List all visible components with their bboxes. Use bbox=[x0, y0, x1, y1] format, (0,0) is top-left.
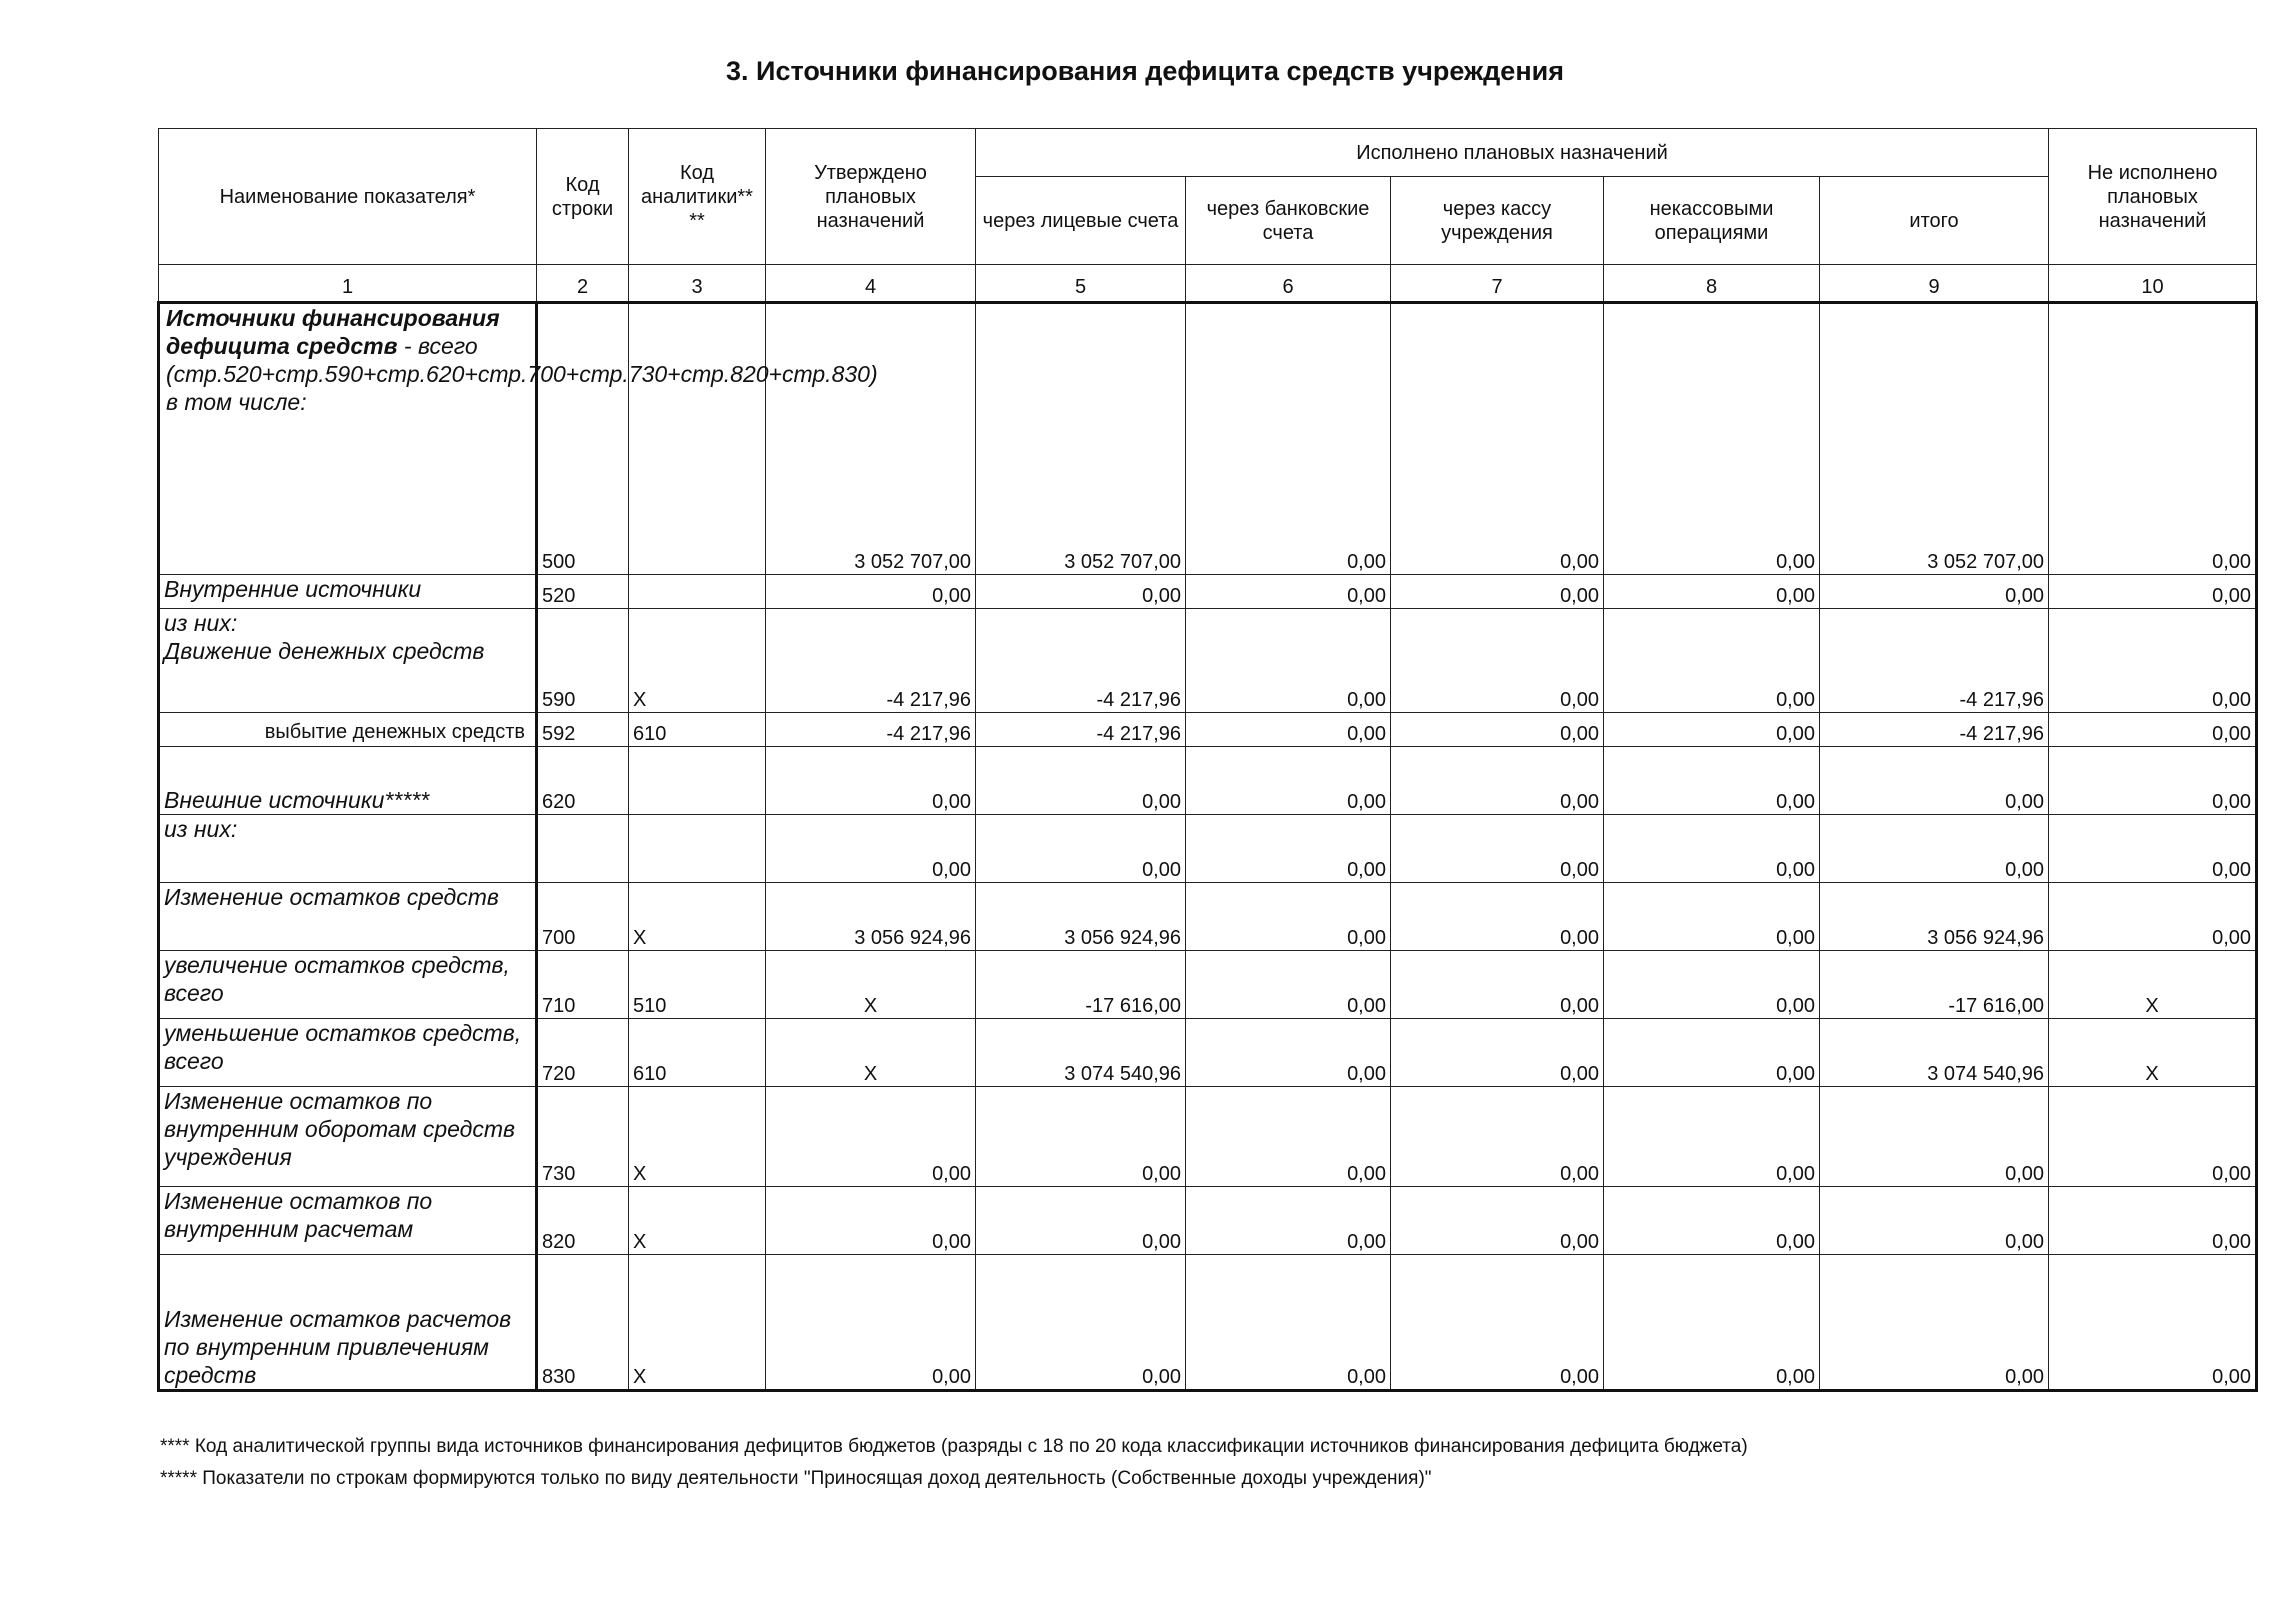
header-approved: Утверждено плановых назначений bbox=[766, 129, 976, 265]
row-approved: 0,00 bbox=[766, 1255, 976, 1391]
footnote: ***** Показатели по строкам формируются только по виду деятельности "Приносящая доход деятельность (Собственные доходы учреждения)" bbox=[160, 1468, 1432, 1489]
footnote: **** Код аналитической группы вида источников финансирования дефицитов бюджетов (разряды с 18 по 20 кода классификации источников финансирования дефицита бюджета) bbox=[160, 1436, 1748, 1457]
row-not-executed: 0,00 bbox=[2049, 575, 2257, 609]
row-noncash: 0,00 bbox=[1604, 1019, 1820, 1087]
row-cash: 0,00 bbox=[1391, 1087, 1604, 1187]
row-not-executed: 0,00 bbox=[2049, 815, 2257, 883]
row-approved: 3 052 707,00 bbox=[766, 303, 976, 575]
header-exec-cash: через кассу учреждения bbox=[1391, 177, 1604, 265]
row-bank: 0,00 bbox=[1186, 609, 1391, 713]
row-not-executed: 0,00 bbox=[2049, 1087, 2257, 1187]
table-row bbox=[159, 883, 2257, 951]
row-personal: 0,00 bbox=[976, 575, 1186, 609]
row-code: 720 bbox=[537, 1019, 629, 1087]
row-not-executed: 0,00 bbox=[2049, 1255, 2257, 1391]
table-row bbox=[159, 303, 2257, 575]
row-code: 710 bbox=[537, 951, 629, 1019]
row-code: 620 bbox=[537, 747, 629, 815]
row-name: из них: bbox=[159, 815, 537, 883]
row-analytic: 510 bbox=[629, 951, 766, 1019]
row-total: -4 217,96 bbox=[1820, 609, 2049, 713]
row-not-executed: 0,00 bbox=[2049, 1187, 2257, 1255]
row-cash: 0,00 bbox=[1391, 303, 1604, 575]
row-analytic bbox=[629, 747, 766, 815]
header-code: Код строки bbox=[537, 129, 629, 265]
row-not-executed: X bbox=[2049, 951, 2257, 1019]
row-personal: 3 074 540,96 bbox=[976, 1019, 1186, 1087]
row-cash: 0,00 bbox=[1391, 883, 1604, 951]
header-exec-bank: через банковские счета bbox=[1186, 177, 1391, 265]
table-row bbox=[159, 575, 2257, 609]
col-number: 8 bbox=[1604, 265, 1820, 303]
row-personal: -4 217,96 bbox=[976, 713, 1186, 747]
table-row bbox=[159, 1087, 2257, 1187]
row-code: 590 bbox=[537, 609, 629, 713]
deficit-sources-table bbox=[157, 128, 2258, 1392]
row-approved: 0,00 bbox=[766, 1187, 976, 1255]
row-total: 0,00 bbox=[1820, 815, 2049, 883]
row-bank: 0,00 bbox=[1186, 951, 1391, 1019]
row-approved: 0,00 bbox=[766, 747, 976, 815]
row-analytic: 610 bbox=[629, 713, 766, 747]
row-noncash: 0,00 bbox=[1604, 609, 1820, 713]
row-approved: X bbox=[766, 1019, 976, 1087]
row-cash: 0,00 bbox=[1391, 1187, 1604, 1255]
row-total: 0,00 bbox=[1820, 1255, 2049, 1391]
row-not-executed: 0,00 bbox=[2049, 713, 2257, 747]
row-bank: 0,00 bbox=[1186, 1255, 1391, 1391]
header-exec-noncash: некассовыми операциями bbox=[1604, 177, 1820, 265]
row-personal: 0,00 bbox=[976, 747, 1186, 815]
row-name: Изменение остатков средств bbox=[159, 883, 537, 951]
col-number: 5 bbox=[976, 265, 1186, 303]
row-name: Внешние источники***** bbox=[159, 747, 537, 815]
row-code: 520 bbox=[537, 575, 629, 609]
row-noncash: 0,00 bbox=[1604, 1255, 1820, 1391]
row-total: 3 056 924,96 bbox=[1820, 883, 2049, 951]
row-cash: 0,00 bbox=[1391, 1255, 1604, 1391]
col-number: 2 bbox=[537, 265, 629, 303]
row-analytic: X bbox=[629, 1187, 766, 1255]
table-row bbox=[159, 713, 2257, 747]
row-cash: 0,00 bbox=[1391, 951, 1604, 1019]
col-number: 1 bbox=[159, 265, 537, 303]
row-analytic: X bbox=[629, 1087, 766, 1187]
row-not-executed: X bbox=[2049, 1019, 2257, 1087]
row-personal: 3 052 707,00 bbox=[976, 303, 1186, 575]
header-name: Наименование показателя* bbox=[159, 129, 537, 265]
row-personal: 0,00 bbox=[976, 1087, 1186, 1187]
row-name bbox=[159, 609, 537, 713]
row-approved: -4 217,96 bbox=[766, 609, 976, 713]
col-number: 3 bbox=[629, 265, 766, 303]
header-exec-personal: через лицевые счета bbox=[976, 177, 1186, 265]
col-number: 7 bbox=[1391, 265, 1604, 303]
row-approved: X bbox=[766, 951, 976, 1019]
row-code: 830 bbox=[537, 1255, 629, 1391]
table-row bbox=[159, 951, 2257, 1019]
row-code: 730 bbox=[537, 1087, 629, 1187]
row-total: 3 052 707,00 bbox=[1820, 303, 2049, 575]
row-noncash: 0,00 bbox=[1604, 747, 1820, 815]
row-personal: -17 616,00 bbox=[976, 951, 1186, 1019]
row-total: 0,00 bbox=[1820, 1187, 2049, 1255]
row-analytic bbox=[629, 575, 766, 609]
row-not-executed: 0,00 bbox=[2049, 883, 2257, 951]
row-name: Изменение остатков расчетов по внутренним привлечениям средств bbox=[159, 1255, 537, 1391]
row-total: 0,00 bbox=[1820, 747, 2049, 815]
row-name-sub: Движение денежных средств bbox=[164, 638, 485, 664]
row-noncash: 0,00 bbox=[1604, 303, 1820, 575]
section-title: 3. Источники финансирования дефицита средств учреждения bbox=[726, 56, 1564, 86]
row-bank: 0,00 bbox=[1186, 1019, 1391, 1087]
row-approved: 0,00 bbox=[766, 1087, 976, 1187]
row-code bbox=[537, 815, 629, 883]
row-noncash: 0,00 bbox=[1604, 1087, 1820, 1187]
row-analytic: X bbox=[629, 883, 766, 951]
table-row bbox=[159, 815, 2257, 883]
row-approved: -4 217,96 bbox=[766, 713, 976, 747]
row-name-rest: - всего (стр.520+стр.590+стр.620+стр.700+стр.730+стр.820+стр.830) bbox=[166, 333, 878, 387]
row-noncash: 0,00 bbox=[1604, 1187, 1820, 1255]
row-bank: 0,00 bbox=[1186, 747, 1391, 815]
row-name: уменьшение остатков средств, всего bbox=[159, 1019, 537, 1087]
row-personal: 0,00 bbox=[976, 1255, 1186, 1391]
row-noncash: 0,00 bbox=[1604, 575, 1820, 609]
row-name-label: из них: bbox=[164, 610, 238, 636]
row-not-executed: 0,00 bbox=[2049, 609, 2257, 713]
row-noncash: 0,00 bbox=[1604, 713, 1820, 747]
row-code: 700 bbox=[537, 883, 629, 951]
row-cash: 0,00 bbox=[1391, 815, 1604, 883]
column-numbers-row bbox=[159, 265, 2257, 303]
row-name: Изменение остатков по внутренним оборотам средств учреждения bbox=[159, 1087, 537, 1187]
row-total: -4 217,96 bbox=[1820, 713, 2049, 747]
row-bank: 0,00 bbox=[1186, 815, 1391, 883]
row-analytic bbox=[629, 303, 766, 575]
row-bank: 0,00 bbox=[1186, 303, 1391, 575]
col-number: 4 bbox=[766, 265, 976, 303]
row-analytic: X bbox=[629, 1255, 766, 1391]
row-bank: 0,00 bbox=[1186, 1187, 1391, 1255]
row-personal: 0,00 bbox=[976, 1187, 1186, 1255]
row-personal: 0,00 bbox=[976, 815, 1186, 883]
row-name-bold: Источники финансирования дефицита средств bbox=[166, 305, 500, 359]
row-noncash: 0,00 bbox=[1604, 883, 1820, 951]
col-number: 9 bbox=[1820, 265, 2049, 303]
header-not-executed: Не исполнено плановых назначений bbox=[2049, 129, 2257, 265]
table-row bbox=[159, 747, 2257, 815]
row-approved: 0,00 bbox=[766, 815, 976, 883]
table-row bbox=[159, 1019, 2257, 1087]
table-row bbox=[159, 1255, 2257, 1391]
row-analytic: X bbox=[629, 609, 766, 713]
table-row bbox=[159, 609, 2257, 713]
row-cash: 0,00 bbox=[1391, 575, 1604, 609]
row-bank: 0,00 bbox=[1186, 883, 1391, 951]
row-code: 820 bbox=[537, 1187, 629, 1255]
row-approved: 3 056 924,96 bbox=[766, 883, 976, 951]
row-not-executed: 0,00 bbox=[2049, 747, 2257, 815]
table-row bbox=[159, 1187, 2257, 1255]
row-not-executed: 0,00 bbox=[2049, 303, 2257, 575]
row-analytic bbox=[629, 815, 766, 883]
header-exec-total: итого bbox=[1820, 177, 2049, 265]
col-number: 6 bbox=[1186, 265, 1391, 303]
row-code: 500 bbox=[537, 303, 629, 575]
header-executed: Исполнено плановых назначений bbox=[976, 129, 2049, 177]
row-total: 0,00 bbox=[1820, 575, 2049, 609]
row-name: Изменение остатков по внутренним расчетам bbox=[159, 1187, 537, 1255]
row-noncash: 0,00 bbox=[1604, 815, 1820, 883]
row-personal: 3 056 924,96 bbox=[976, 883, 1186, 951]
header-analytic: Код аналитики** ** bbox=[629, 129, 766, 265]
row-cash: 0,00 bbox=[1391, 609, 1604, 713]
row-personal: -4 217,96 bbox=[976, 609, 1186, 713]
row-name: увеличение остатков средств, всего bbox=[159, 951, 537, 1019]
row-name-sub: в том числе: bbox=[166, 389, 307, 415]
row-bank: 0,00 bbox=[1186, 713, 1391, 747]
col-number: 10 bbox=[2049, 265, 2257, 303]
row-name: выбытие денежных средств bbox=[159, 713, 537, 747]
row-bank: 0,00 bbox=[1186, 1087, 1391, 1187]
row-cash: 0,00 bbox=[1391, 747, 1604, 815]
row-cash: 0,00 bbox=[1391, 1019, 1604, 1087]
row-name: Внутренние источники bbox=[159, 575, 537, 609]
row-approved: 0,00 bbox=[766, 575, 976, 609]
row-bank: 0,00 bbox=[1186, 575, 1391, 609]
row-total: 0,00 bbox=[1820, 1087, 2049, 1187]
row-analytic: 610 bbox=[629, 1019, 766, 1087]
row-cash: 0,00 bbox=[1391, 713, 1604, 747]
row-total: -17 616,00 bbox=[1820, 951, 2049, 1019]
row-code: 592 bbox=[537, 713, 629, 747]
row-total: 3 074 540,96 bbox=[1820, 1019, 2049, 1087]
row-noncash: 0,00 bbox=[1604, 951, 1820, 1019]
